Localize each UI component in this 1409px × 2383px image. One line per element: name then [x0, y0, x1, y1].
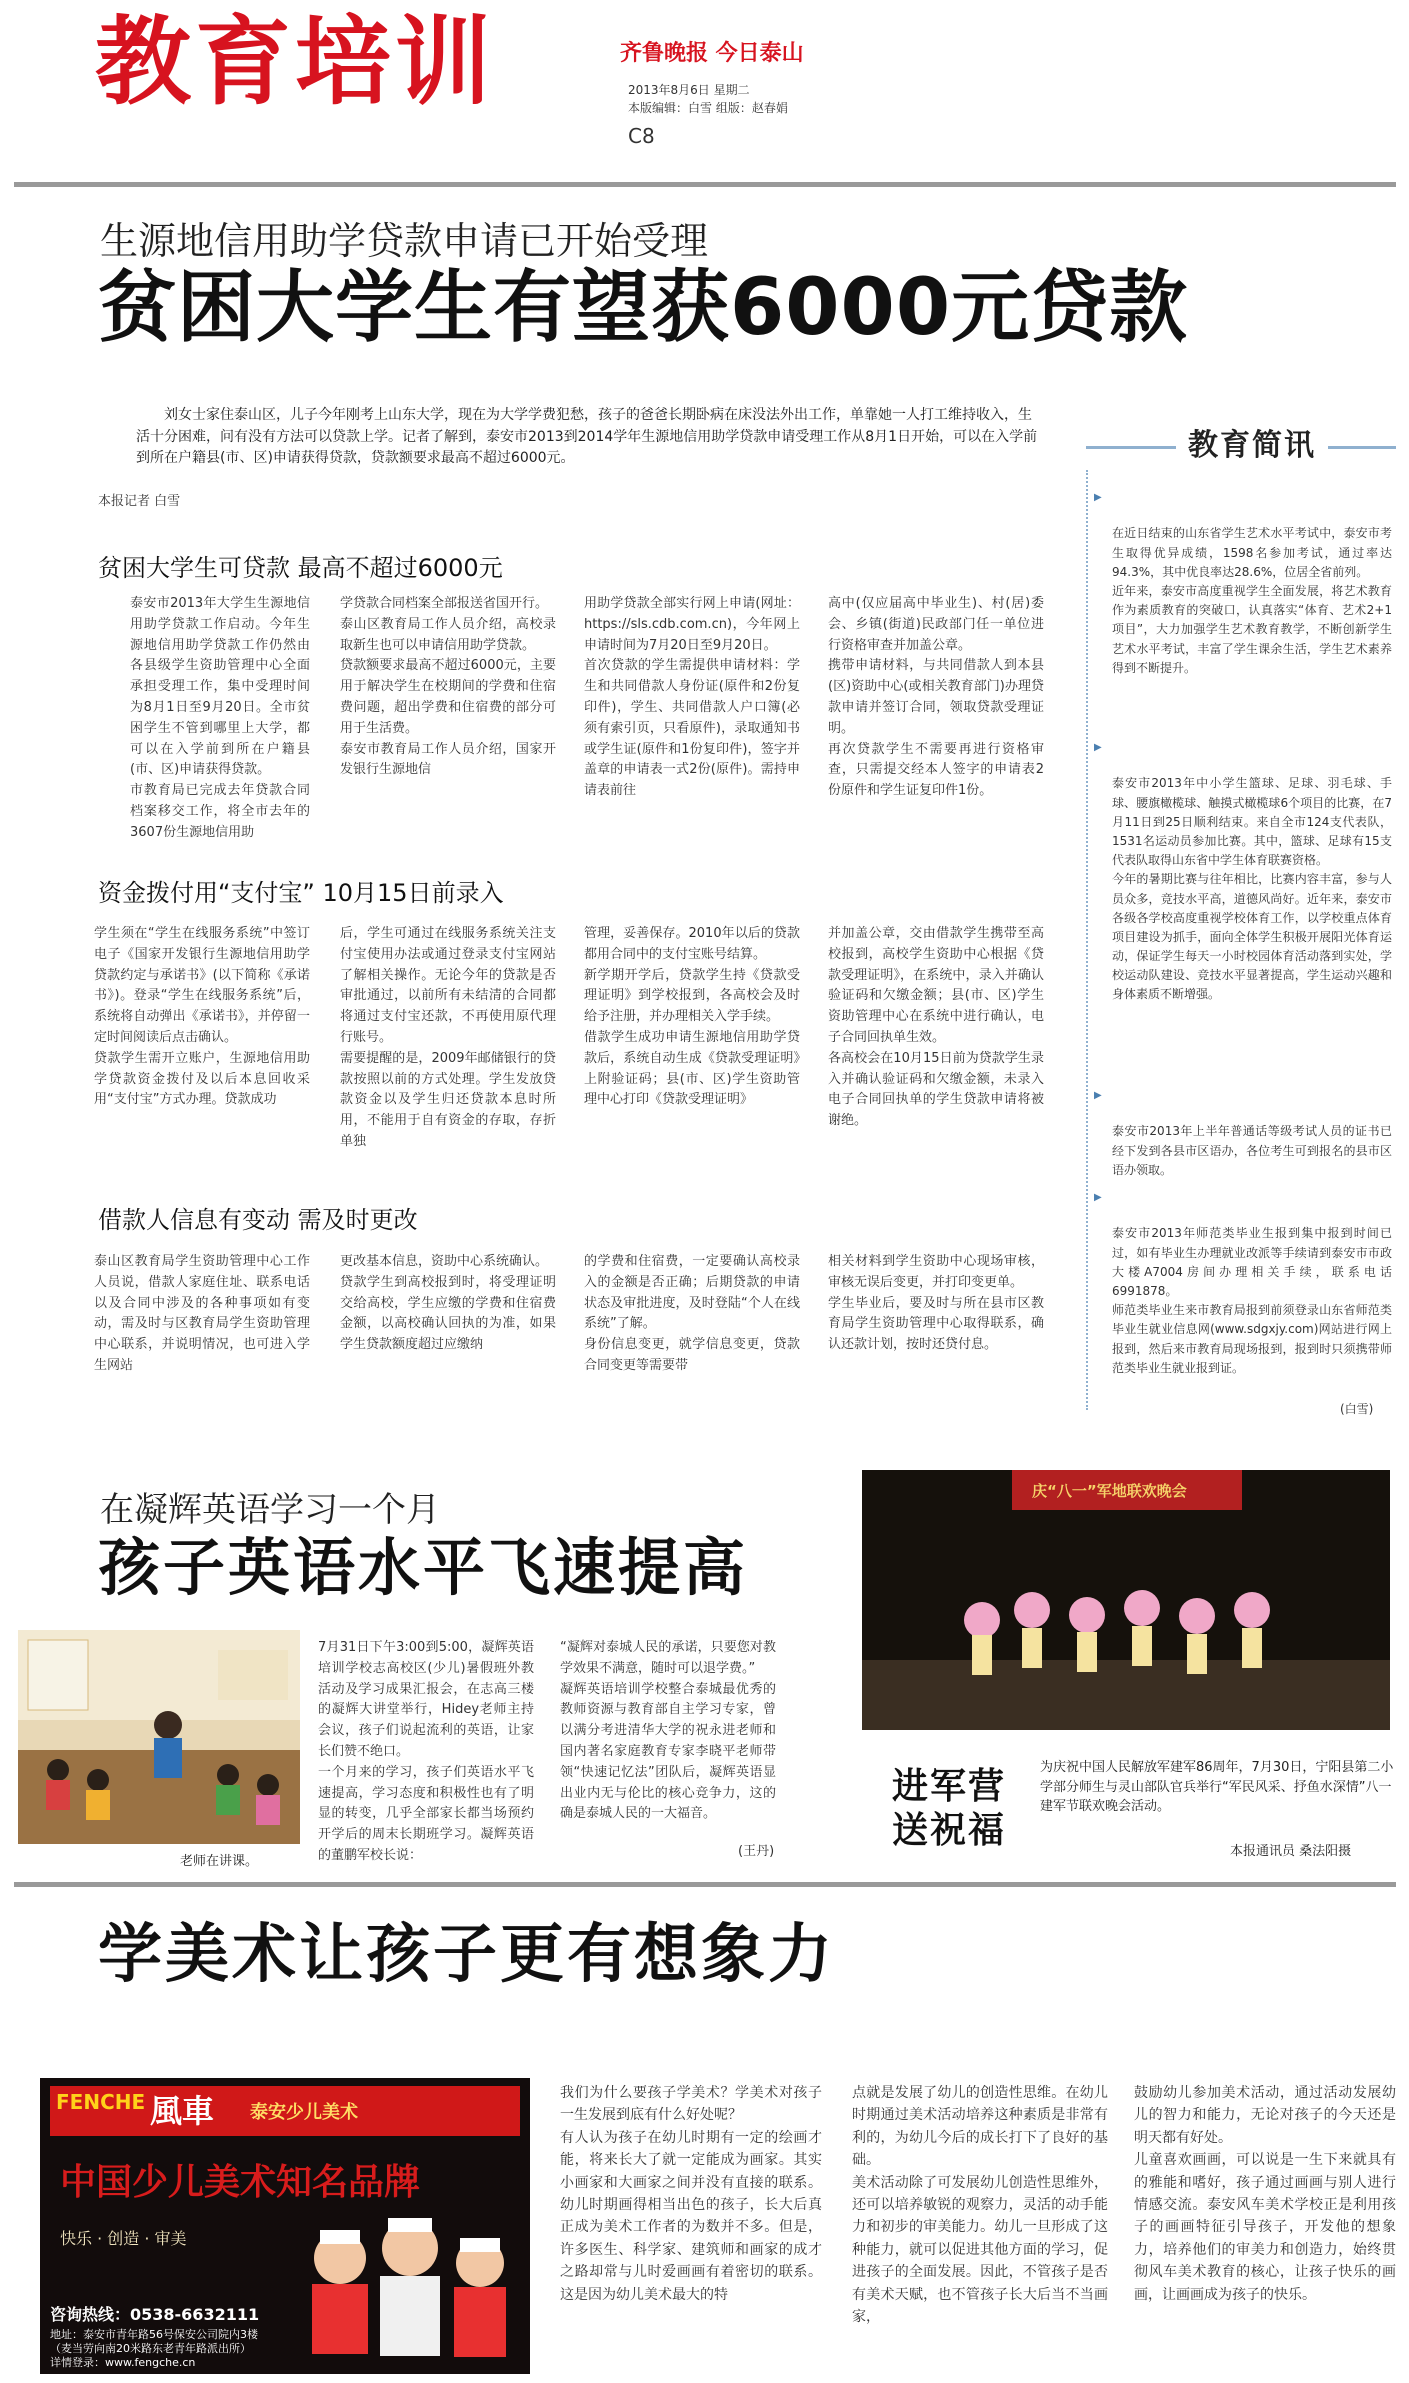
article1-subhead-2: 资金拨付用“支付宝” 10月15日前录入	[98, 879, 504, 907]
ad-slogan: 中国少儿美术知名品牌	[60, 2161, 421, 2203]
sidebar-dotted-rule	[1086, 470, 1088, 1410]
editors-line: 本版编辑：白雪 组版：赵春娟	[628, 101, 788, 115]
page-number: C8	[628, 124, 655, 148]
arrow-marker-icon: ▶	[1094, 1090, 1102, 1101]
stage-illustration	[862, 1470, 1390, 1730]
arrow-marker-icon: ▶	[1094, 1192, 1102, 1203]
photo-story-caption: 为庆祝中国人民解放军建军86周年，7月30日，宁阳县第二小学部分师生与灵山部队官兵举行“军民风采、抒鱼水深情”八一建军节联欢晚会活动。	[1040, 1760, 1394, 1814]
article3-col3: 鼓励幼儿参加美术活动，通过活动发展幼儿的智力和能力，无论对孩子的今天还是明天都有好处。 儿童喜欢画画，可以说是一生下来就具有的雅能和嗜好，孩子通过画画与别人进行情感交流。泰安风车美术学校正是利用孩子的画画特征引导孩子，开发他的想象力，培养他们的审美力和创造力，始终贯彻风车美术教育的核心，让孩子快乐的画画，让画画成为孩子的快乐。	[1134, 2085, 1396, 2303]
article2-credit: (王丹)	[738, 1844, 775, 1859]
article1-s2-col3: 管理，妥善保存。2010年以后的贷款都用合同中的支付宝账号结算。 新学期开学后，贷款学生持《贷款受理证明》到学校报到，各高校会及时给予注册，并办理相关入学手续。 借款学生成功申请生源地信用助学贷款后，系统自动生成《贷款受理证明》上附验证码；县(市、区)学生资助管理中心打印《贷款受理证明》	[584, 926, 800, 1108]
sidebar-title: 教育简讯	[1176, 420, 1328, 464]
article1-s3-col1: 泰山区教育局学生资助管理中心工作人员说，借款人家庭住址、联系电话以及合同中涉及的各种事项如有变动，需及时与区教育局学生资助管理中心联系，并说明情况，也可进入学生网站	[94, 1254, 310, 1373]
classroom-caption: 老师在讲课。	[180, 1854, 259, 1869]
classroom-photo	[18, 1630, 300, 1844]
arrow-marker-icon: ▶	[1094, 492, 1102, 503]
brief-item: ▶ 在近日结束的山东省学生艺术水平考试中，泰安市考生取得优异成绩，1598名参加考试，通过率达94.3%，其中优良率达28.6%，位居全省前列。 近年来，泰安市高度重视学生全面发展，将艺术教育作为素质教育的突破口，认真落实“体育、艺术2+1项目”，大力加强学生艺术教育教学，不断创新学生艺术水平考试，丰富了学生课余生活，学生艺术素养得到不断提升。	[1094, 492, 1392, 675]
article1-s1-col3: 用助学贷款全部实行网上申请(网址：https://sls.cdb.com.cn)，今年网上申请时间为7月20日至9月20日。 首次贷款的学生需提供申请材料：学生和共同借款人身份证(原件和2份复印件)，学生、共同借款人户口簿(必须有索引页，只看原件)，录取通知书或学生证(原件和1份复印件)，签字并盖章的申请表一式2份(原件)。需持申请表前往	[584, 596, 800, 799]
ad-brand: 風車	[150, 2092, 215, 2130]
ad-website: 详情登录：www.fengche.cn	[50, 2356, 196, 2369]
article1-s3-col2: 更改基本信息，资助中心系统确认。 贷款学生到高校报到时，将受理证明交给高校，学生应缴的学费和住宿费金额，以高校确认回执的为准，如果学生贷款额度超过应缴纳	[340, 1254, 556, 1353]
ad-children-illustration	[290, 2208, 520, 2358]
article1-s2-col2: 后，学生可通过在线服务系统关注支付宝使用办法或通过登录支付宝网站了解相关操作。无论今年的贷款是否审批通过，以前所有未结清的合同都将通过支付宝还款，不再使用原代理行账号。 需要提醒的是，2009年邮储银行的贷款按照以前的方式处理。学生发放贷款资金以及学生归还贷款本息时所用，不能用于自有资金的存取，存折单独	[340, 926, 556, 1149]
photo-story-stamp-1: 进军营	[892, 1766, 1007, 1807]
mid-rule	[14, 1882, 1396, 1887]
article1-s3-col3: 的学费和住宿费，一定要确认高校录入的金额是否正确；后期贷款的申请状态及审批进度，及时登陆“个人在线系统”了解。 身份信息变更，就学信息变更，贷款合同变更等需要带	[584, 1254, 800, 1373]
issue-date: 2013年8月6日 星期二	[628, 83, 750, 97]
article1-headline: 贫困大学生有望获6000元贷款	[98, 263, 1189, 353]
ad-tagline: 泰安少儿美术	[250, 2102, 358, 2123]
article2-col1: 7月31日下午3:00到5:00，凝辉英语培训学校志高校区(少儿)暑假班外教活动及学习成果汇报会，在志高三楼的凝辉大讲堂举行，Hidey老师主持会议，孩子们说起流利的英语，让家长们赞不绝口。 一个月来的学习，孩子们英语水平飞速提高，学习态度和积极性也有了明显的转变，几乎全部家长都当场预约开学后的周末长期班学习。凝辉英语的董鹏军校长说：	[318, 1640, 534, 1863]
photo-story-stamp-2: 送祝福	[892, 1810, 1007, 1851]
ad-address: 地址：泰安市青年路56号保安公司院内3楼	[50, 2328, 258, 2341]
classroom-illustration	[18, 1630, 300, 1844]
arrow-marker-icon: ▶	[1094, 742, 1102, 753]
fengche-ad	[40, 2078, 530, 2374]
article1-s1-col1: 泰安市2013年大学生生源地信用助学贷款工作启动。今年生源地信用助学贷款工作仍然由各县级学生资助管理中心全面承担受理工作，集中受理时间为8月1日至9月20日。全市贫困学生不管到哪里上大学，都可以在入学前到所在户籍县(市、区)申请获得贷款。 市教育局已完成去年贷款合同档案移交工作，将全市去年的3607份生源地信用助	[130, 596, 310, 840]
stage-photo	[862, 1470, 1390, 1730]
section-title: 教育培训	[95, 5, 495, 118]
ad-motto: 快乐 · 创造 · 审美	[60, 2229, 187, 2248]
article2-kicker: 在凝辉英语学习一个月	[100, 1490, 440, 1530]
ad-brand-prefix: FENCHE	[56, 2090, 146, 2114]
article1-byline: 本报记者 白雪	[98, 494, 181, 509]
article1-subhead-1: 贫困大学生可贷款 最高不超过6000元	[98, 554, 503, 582]
ad-hotline: 咨询热线：0538-6632111	[50, 2305, 260, 2324]
stage-banner: 庆“八一”军地联欢晚会	[1032, 1482, 1187, 1500]
article1-subhead-3: 借款人信息有变动 需及时更改	[98, 1206, 418, 1234]
brief-item: ▶ 泰安市2013年师范类毕业生报到集中报到时间已过，如有毕业生办理就业改派等手续请到泰安市市政大楼A7004房间办理相关手续，联系电话6991878。 师范类毕业生来市教育局报到前须登录山东省师范类毕业生就业信息网(www.sdgxjy.com)网站进行网上报到，然后来市教育局现场报到，报到时只须携带师范类毕业生就业报到证。	[1094, 1192, 1392, 1375]
brief-item: ▶ 泰安市2013年上半年普通话等级考试人员的证书已经下发到各县市区语办，各位考生可到报名的县市区语办领取。	[1094, 1090, 1392, 1177]
photo-story-credit: 本报通讯员 桑法阳摄	[1230, 1844, 1352, 1859]
article1-lede: 刘女士家住泰山区，儿子今年刚考上山东大学，现在为大学学费犯愁，孩子的爸爸长期卧病在床没法外出工作，单靠她一人打工维持收入，生活十分困难，问有没有方法可以贷款上学。记者了解到，泰安市2013到2014学年生源地信用助学贷款申请受理工作从8月1日开始，可以在入学前到所在户籍县(市、区)申请获得贷款，贷款额要求最高不超过6000元。	[136, 407, 1038, 467]
article1-kicker: 生源地信用助学贷款申请已开始受理	[100, 219, 709, 263]
article1-s1-col2: 学贷款合同档案全部报送省国开行。 泰山区教育局工作人员介绍，高校录取新生也可以申请信用助学贷款。 贷款额要求最高不超过6000元，主要用于解决学生在校期间的学费和住宿费问题，超出学费和住宿费的部分可用于生活费。 泰安市教育局工作人员介绍，国家开发银行生源地信	[340, 596, 556, 778]
article2-col2: “凝辉对泰城人民的承诺，只要您对教学效果不满意，随时可以退学费。” 凝辉英语培训学校整合泰城最优秀的教师资源与教育部自主学习专家，曾以满分考进清华大学的祝永进老师和国内著名家庭教育专家李晓平老师带领“快速记忆法”团队后，凝辉英语显出业内无与伦比的核心竞争力，这的确是泰城人民的一大福音。	[560, 1640, 776, 1822]
article1-s2-col1: 学生须在“学生在线服务系统”中签订电子《国家开发银行生源地信用助学贷款约定与承诺书》(以下简称《承诺书》)。登录“学生在线服务系统”后，系统将自动弹出《承诺书》，并停留一定时间阅读后点击确认。 贷款学生需开立账户，生源地信用助学贷款资金拨付及以后本息回收采用“支付宝”方式办理。贷款成功	[94, 926, 310, 1108]
article1-s3-col4: 相关材料到学生资助中心现场审核，审核无误后变更，并打印变更单。 学生毕业后，要及时与所在县市区教育局学生资助管理中心取得联系，确认还款计划，按时还贷付息。	[828, 1254, 1044, 1353]
article2-headline: 孩子英语水平飞速提高	[98, 1531, 749, 1604]
paper-name: 齐鲁晚报 今日泰山	[620, 40, 804, 66]
header-rule	[14, 182, 1396, 187]
article1-s1-col4: 高中(仅应届高中毕业生)、村(居)委会、乡镇(街道)民政部门任一单位进行资格审查并加盖公章。 携带申请材料，与共同借款人到本县(区)资助中心(或相关教育部门)办理贷款申请并签订合同，领取贷款受理证明。 再次贷款学生不需要再进行资格审查，只需提交经本人签字的申请表2份原件和学生证复印件1份。	[828, 596, 1044, 799]
article3-col2: 点就是发展了幼儿的创造性思维。在幼儿时期通过美术活动培养这种素质是非常有利的，为幼儿今后的成长打下了良好的基础。 美术活动除了可发展幼儿创造性思维外，还可以培养敏锐的观察力，灵活的动手能力和初步的审美能力。幼儿一旦形成了这种能力，就可以促进其他方面的学习，促进孩子的全面发展。因此，不管孩子是否有美术天赋，也不管孩子长大后当不当画家，	[852, 2085, 1108, 2325]
article3-col1: 我们为什么要孩子学美术？学美术对孩子一生发展到底有什么好处呢？ 有人认为孩子在幼儿时期有一定的绘画才能，将来长大了就一定能成为画家。其实小画家和大画家之间并没有直接的联系。幼儿时期画得相当出色的孩子，长大后真正成为美术工作者的为数并不多。但是，许多医生、科学家、建筑师和画家的成才之路却常与儿时爱画画有着密切的联系。这是因为幼儿美术最大的特	[560, 2085, 822, 2303]
sidebar-credit: (白雪)	[1340, 1402, 1374, 1416]
article3-headline: 学美术让孩子更有想象力	[98, 1918, 835, 1992]
brief-item: ▶ 泰安市2013年中小学生篮球、足球、羽毛球、手球、腰旗橄榄球、触摸式橄榄球6个项目的比赛，在7月11日到25日顺利结束。来自全市124支代表队，1531名运动员参加比赛。其中，篮球、足球有15支代表队取得山东省中学生体育联赛资格。 今年的暑期比赛与往年相比，比赛内容丰富，参与人员众多，竞技水平高，道德风尚好。近年来，泰安市各级各学校高度重视学校体育工作，以学校重点体育项目建设为抓手，面向全体学生积极开展阳光体育运动，保证学生每天一小时校园体育活动落到实处，学校运动队建设、竞技水平显著提高，学生运动兴趣和身体素质不断增强。	[1094, 742, 1392, 1002]
ad-address-note: （麦当劳向南20米路东老青年路派出所）	[50, 2342, 251, 2355]
article1-s2-col4: 并加盖公章，交由借款学生携带至高校报到，高校学生资助中心根据《贷款受理证明》，在系统中，录入并确认验证码和欠缴金额；县(市、区)学生资助管理中心在系统中进行确认，电子合同回执单生效。 各高校会在10月15日前为贷款学生录入并确认验证码和欠缴金额，未录入电子合同回执单的学生贷款申请将被谢绝。	[828, 926, 1044, 1129]
